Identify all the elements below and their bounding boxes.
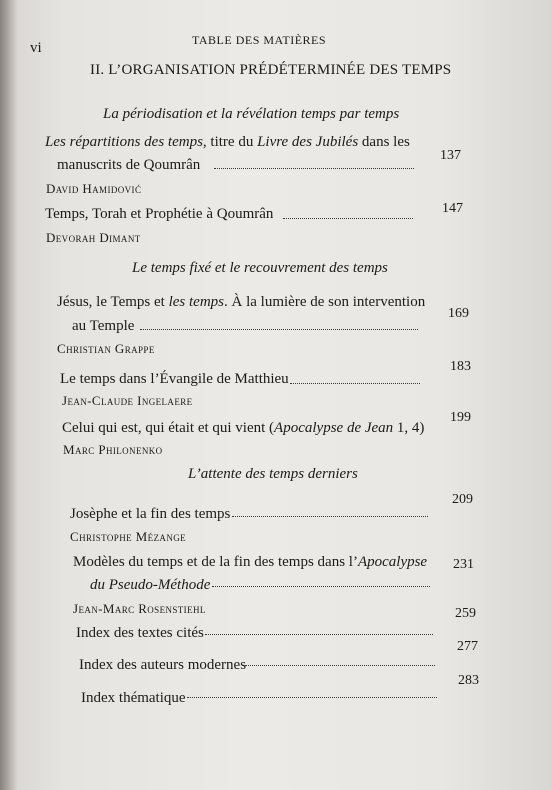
subsection-heading: La périodisation et la révélation temps par temps bbox=[103, 106, 400, 122]
dot-leader bbox=[245, 665, 435, 666]
index-page-number: 259 bbox=[455, 606, 476, 621]
dot-leader bbox=[283, 218, 413, 219]
toc-page-number: 147 bbox=[442, 201, 463, 216]
toc-page-number: 183 bbox=[450, 359, 471, 374]
toc-entry-author: Christian Grappe bbox=[57, 341, 155, 356]
toc-entry-title-continued: du Pseudo-Méthode bbox=[90, 577, 211, 593]
toc-entry-title-continued: manuscrits de Qoumrân bbox=[57, 157, 201, 173]
section-heading: II. L’ORGANISATION PRÉDÉTERMINÉE DES TEMPS bbox=[90, 62, 452, 78]
subsection-heading: Le temps fixé et le recouvrement des temps bbox=[132, 260, 388, 276]
toc-entry-author: Jean-Claude Ingelaere bbox=[62, 393, 193, 408]
toc-entry-title: Les répartitions des temps, titre du Livre des Jubilés dans les bbox=[45, 134, 410, 150]
dot-leader bbox=[205, 634, 433, 635]
folio-number: vi bbox=[30, 40, 42, 56]
toc-entry-author: Christophe Mézange bbox=[70, 529, 187, 544]
toc-entry-title: Le temps dans l’Évangile de Matthieu bbox=[60, 371, 289, 387]
toc-entry-title: Temps, Torah et Prophétie à Qoumrân bbox=[45, 206, 274, 222]
toc-page-number: 231 bbox=[453, 557, 474, 572]
toc-entry-author: David Hamidović bbox=[46, 181, 142, 196]
toc-entry-title: Jésus, le Temps et les temps. À la lumière de son intervention bbox=[57, 294, 426, 310]
toc-entry-author: Devorah Dimant bbox=[46, 230, 141, 245]
index-entry-title: Index des textes cités bbox=[76, 625, 204, 641]
dot-leader bbox=[214, 168, 414, 169]
dot-leader bbox=[140, 329, 418, 330]
toc-entry-title: Celui qui est, qui était et qui vient (Apocalypse de Jean 1, 4) bbox=[62, 420, 425, 436]
running-head: TABLE DES MATIÈRES bbox=[192, 33, 327, 47]
index-page-number: 283 bbox=[458, 673, 479, 688]
dot-leader bbox=[290, 383, 420, 384]
index-entry-title: Index thématique bbox=[81, 690, 186, 706]
toc-entry-title: Josèphe et la fin des temps bbox=[70, 506, 231, 522]
toc-entry-author: Jean-Marc Rosenstiehl bbox=[73, 601, 206, 616]
dot-leader bbox=[187, 697, 437, 698]
dot-leader bbox=[232, 516, 428, 517]
toc-page-number: 209 bbox=[452, 492, 473, 507]
binding-shadow bbox=[0, 0, 18, 790]
index-entry-title: Index des auteurs modernes bbox=[79, 657, 247, 673]
index-page-number: 277 bbox=[457, 639, 478, 654]
toc-page-number: 199 bbox=[450, 410, 471, 425]
toc-entry-author: Marc Philonenko bbox=[63, 442, 163, 457]
toc-page-number: 137 bbox=[440, 148, 461, 163]
toc-entry-title-continued: au Temple bbox=[72, 318, 135, 334]
toc-page-number: 169 bbox=[448, 306, 469, 321]
toc-entry-title: Modèles du temps et de la fin des temps dans l’Apocalypse bbox=[73, 554, 428, 570]
dot-leader bbox=[212, 586, 430, 587]
subsection-heading: L’attente des temps derniers bbox=[188, 466, 358, 482]
